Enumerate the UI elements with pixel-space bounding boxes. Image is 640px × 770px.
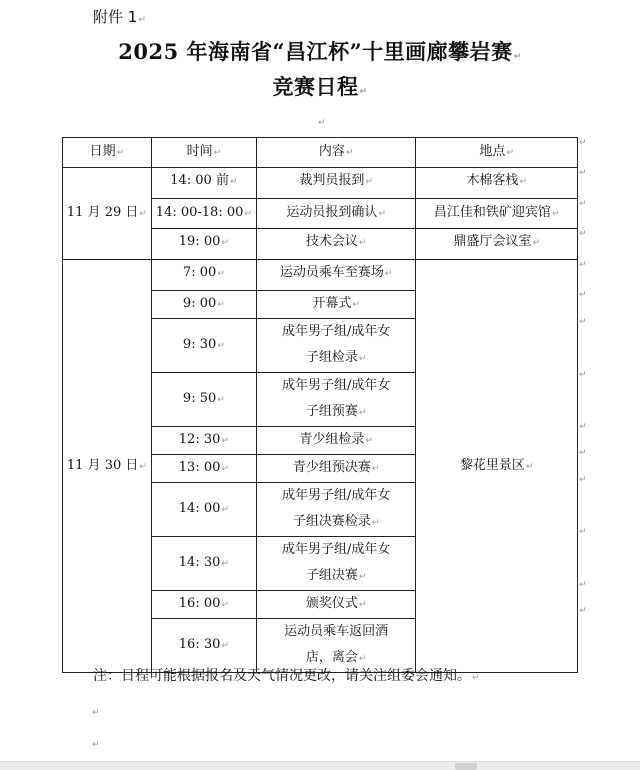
- paragraph-mark-icon: ↵: [92, 740, 100, 750]
- row-end-mark-icon: ↵: [579, 199, 587, 209]
- row-end-mark-icon: ↵: [579, 606, 587, 616]
- time-cell: 9: 00↵: [151, 291, 256, 319]
- location-cell: 昌江佳和铁矿迎宾馆↵: [416, 199, 578, 229]
- paragraph-mark-icon: ↵: [513, 52, 522, 62]
- paragraph-mark-icon: ↵: [472, 673, 480, 683]
- row-end-mark-icon: ↵: [579, 580, 587, 590]
- row-end-mark-icon: ↵: [579, 527, 587, 537]
- row-end-mark-icon: ↵: [579, 475, 587, 485]
- time-cell: 13: 00↵: [151, 455, 256, 483]
- paragraph-mark-icon: ↵: [359, 87, 368, 97]
- content-cell: 技术会议↵: [256, 229, 416, 260]
- location-cell: 黎花里景区↵: [416, 260, 578, 673]
- location-cell: 木棉客栈↵: [416, 168, 578, 199]
- location-cell: 鼎盛厅会议室↵: [416, 229, 578, 260]
- row-end-mark-icon: ↵: [579, 260, 587, 270]
- row-end-mark-icon: ↵: [579, 290, 587, 300]
- time-cell: 16: 30↵: [151, 619, 256, 673]
- row-end-mark-icon: ↵: [579, 317, 587, 327]
- document-title-line1: 2025 年海南省“昌江杯”十里画廊攀岩赛↵: [118, 39, 522, 64]
- content-cell: 颁奖仪式↵: [256, 591, 416, 619]
- time-cell: 9: 50↵: [151, 373, 256, 427]
- paragraph-mark-icon: ↵: [318, 118, 326, 128]
- time-cell: 14: 00-18: 00↵: [151, 199, 256, 229]
- time-cell: 14: 00 前↵: [151, 168, 256, 199]
- row-end-mark-icon: ↵: [579, 370, 587, 380]
- content-cell: 成年男子组/成年女 子组检录↵: [256, 319, 416, 373]
- table-header-row: [63, 138, 578, 168]
- table-row: [63, 260, 578, 291]
- header-content: 内容↵: [256, 138, 416, 168]
- time-cell: 14: 30↵: [151, 537, 256, 591]
- time-cell: 19: 00↵: [151, 229, 256, 260]
- schedule-table: [62, 137, 578, 673]
- attachment-label: 附件 1↵: [93, 8, 146, 26]
- content-cell: 成年男子组/成年女 子组决赛↵: [256, 537, 416, 591]
- content-cell: 运动员乘车至赛场↵: [256, 260, 416, 291]
- row-end-mark-icon: ↵: [579, 448, 587, 458]
- date-cell: 11 月 29 日↵: [63, 168, 152, 260]
- content-cell: 青少组预决赛↵: [256, 455, 416, 483]
- content-cell: 成年男子组/成年女 子组预赛↵: [256, 373, 416, 427]
- row-end-mark-icon: ↵: [579, 138, 587, 148]
- time-cell: 7: 00↵: [151, 260, 256, 291]
- row-end-mark-icon: ↵: [579, 168, 587, 178]
- time-cell: 16: 00↵: [151, 591, 256, 619]
- paragraph-mark-icon: ↵: [92, 708, 100, 718]
- document-title-line2: 竞赛日程↵: [272, 74, 368, 99]
- time-cell: 9: 30↵: [151, 319, 256, 373]
- paragraph-mark-icon: ↵: [138, 15, 146, 25]
- table-row: [63, 168, 578, 199]
- content-cell: 运动员报到确认↵: [256, 199, 416, 229]
- schedule-note: 注：日程可能根据报名及天气情况更改，请关注组委会通知。↵: [93, 668, 480, 684]
- header-date: 日期↵: [63, 138, 152, 168]
- time-cell: 14: 00↵: [151, 483, 256, 537]
- row-end-mark-icon: ↵: [579, 229, 587, 239]
- content-cell: 成年男子组/成年女 子组决赛检录↵: [256, 483, 416, 537]
- content-cell: 开幕式↵: [256, 291, 416, 319]
- time-cell: 12: 30↵: [151, 427, 256, 455]
- content-cell: 裁判员报到↵: [256, 168, 416, 199]
- content-cell: 运动员乘车返回酒 店，离会↵: [256, 619, 416, 673]
- content-cell: 青少组检录↵: [256, 427, 416, 455]
- row-end-mark-icon: ↵: [579, 422, 587, 432]
- header-time: 时间↵: [151, 138, 256, 168]
- date-cell: 11 月 30 日↵: [63, 260, 152, 673]
- header-location: 地点↵: [416, 138, 578, 168]
